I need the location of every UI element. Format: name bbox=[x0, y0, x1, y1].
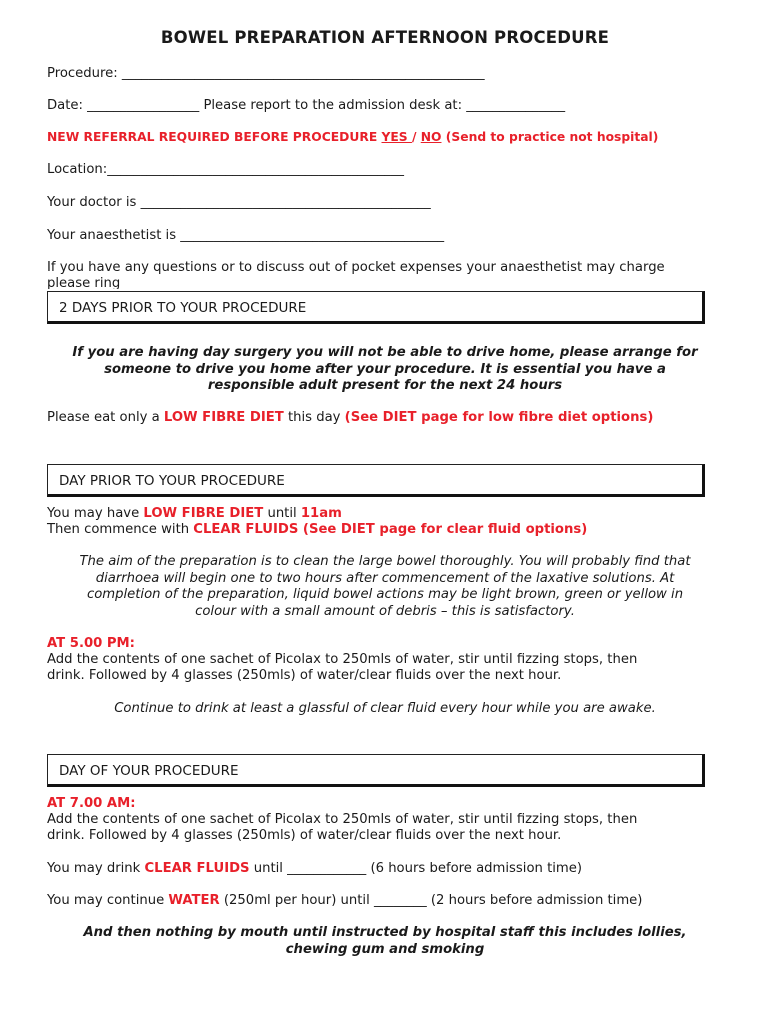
referral-slash: / bbox=[411, 130, 421, 144]
aim-line-3: completion of the preparation, liquid bowel actions may be light brown, green or yellow in bbox=[86, 587, 684, 602]
section-day-prior-heading: DAY PRIOR TO YOUR PROCEDURE bbox=[59, 473, 285, 489]
referral-line bbox=[47, 130, 658, 144]
may-have-line bbox=[47, 506, 342, 521]
at-7am-label: AT 7.00 AM: bbox=[47, 796, 136, 811]
aim-line-2: diarrhoea will begin one to two hours after commencement of the laxative solutions. At bbox=[95, 570, 675, 586]
picolax-day-line-2: drink. Followed by 4 glasses (250mls) of water/clear fluids over the next hour. bbox=[47, 828, 562, 843]
clear-fluids-label: CLEAR FLUIDS (See DIET page for clear fluid options) bbox=[193, 522, 588, 537]
picolax-line-2: drink. Followed by 4 glasses (250mls) of water/clear fluids over the next hour. bbox=[47, 668, 562, 683]
low-fibre-diet-label: LOW FIBRE DIET bbox=[163, 410, 284, 425]
may-prefix: You may have bbox=[47, 506, 144, 521]
final-line-2: chewing gum and smoking bbox=[285, 941, 485, 957]
continue-drinking-note: Continue to drink at least a glassful of clear fluid every hour while you are awake. bbox=[114, 701, 656, 716]
drink-clear-fluids: CLEAR FLUIDS bbox=[144, 861, 250, 876]
at-5pm-label: AT 5.00 PM: bbox=[47, 636, 135, 651]
referral-suffix: (Send to practice not hospital) bbox=[441, 130, 659, 144]
may-mid: until bbox=[263, 506, 301, 521]
warning-line-1: If you are having day surgery you will not be able to drive home, please arrange for bbox=[72, 345, 698, 360]
location-field[interactable]: Location:_____________________________________________ bbox=[47, 162, 404, 177]
page-title: BOWEL PREPARATION AFTERNOON PROCEDURE bbox=[160, 28, 610, 47]
aim-line-1: The aim of the preparation is to clean the large bowel thoroughly. You will probably find that bbox=[79, 554, 691, 569]
doctor-field[interactable]: Your doctor is ____________________________________________ bbox=[47, 195, 431, 210]
warning-line-3: responsible adult present for the next 24 hours bbox=[207, 378, 563, 393]
eat-prefix: Please eat only a bbox=[47, 410, 164, 425]
see-diet-page: (See DIET page for low fibre diet options) bbox=[344, 410, 654, 425]
day-surgery-warning bbox=[0, 345, 770, 395]
questions-line-2[interactable]: please ring __________________________ bbox=[47, 276, 296, 289]
anaesthetist-field[interactable]: Your anaesthetist is ________________________________________ bbox=[47, 228, 445, 243]
drink-suffix: until ____________ (6 hours before admission time) bbox=[249, 861, 583, 876]
clear-fluids-until-line[interactable] bbox=[47, 861, 582, 876]
final-line-1: And then nothing by mouth until instructed by hospital staff this includes lollies, bbox=[83, 925, 687, 940]
referral-prefix: NEW REFERRAL REQUIRED BEFORE PROCEDURE bbox=[47, 130, 382, 144]
aim-line-4: colour with a small amount of debris – this is satisfactory. bbox=[195, 603, 575, 619]
section-day-prior-box bbox=[47, 464, 705, 497]
water-until-line[interactable] bbox=[47, 893, 642, 908]
may-low-fibre: LOW FIBRE DIET bbox=[143, 506, 264, 521]
warning-line-2: someone to drive you home after your procedure. It is essential you have a bbox=[104, 361, 666, 377]
date-field[interactable]: Date: _________________ Please report to the admission desk at: _______________ bbox=[47, 98, 566, 113]
commence-line bbox=[47, 522, 587, 537]
aim-paragraph bbox=[0, 554, 770, 620]
section-2-days-prior-heading: 2 DAYS PRIOR TO YOUR PROCEDURE bbox=[59, 300, 307, 316]
eat-mid: this day bbox=[283, 410, 345, 425]
water-word: WATER bbox=[168, 893, 220, 908]
questions-line-1: If you have any questions or to discuss out of pocket expenses your anaesthetist may charge bbox=[47, 260, 665, 275]
may-time: 11am bbox=[300, 506, 342, 521]
referral-no[interactable]: NO bbox=[420, 130, 442, 144]
section-day-of-box bbox=[47, 754, 705, 787]
low-fibre-instruction bbox=[47, 410, 653, 425]
picolax-day-line-1: Add the contents of one sachet of Picolax to 250mls of water, stir until fizzing stops, then bbox=[47, 812, 638, 827]
nothing-by-mouth-note bbox=[0, 925, 770, 958]
picolax-line-1: Add the contents of one sachet of Picolax to 250mls of water, stir until fizzing stops, then bbox=[47, 652, 638, 667]
water-prefix: You may continue bbox=[47, 893, 169, 908]
water-suffix: (250ml per hour) until ________ (2 hours before admission time) bbox=[219, 893, 643, 908]
procedure-field[interactable]: Procedure: _______________________________________________________ bbox=[47, 66, 485, 81]
then-prefix: Then commence with bbox=[47, 522, 194, 537]
section-2-days-prior-box bbox=[47, 291, 705, 324]
section-day-of-heading: DAY OF YOUR PROCEDURE bbox=[59, 763, 239, 779]
referral-yes[interactable]: YES bbox=[381, 130, 412, 144]
drink-prefix: You may drink bbox=[47, 861, 145, 876]
